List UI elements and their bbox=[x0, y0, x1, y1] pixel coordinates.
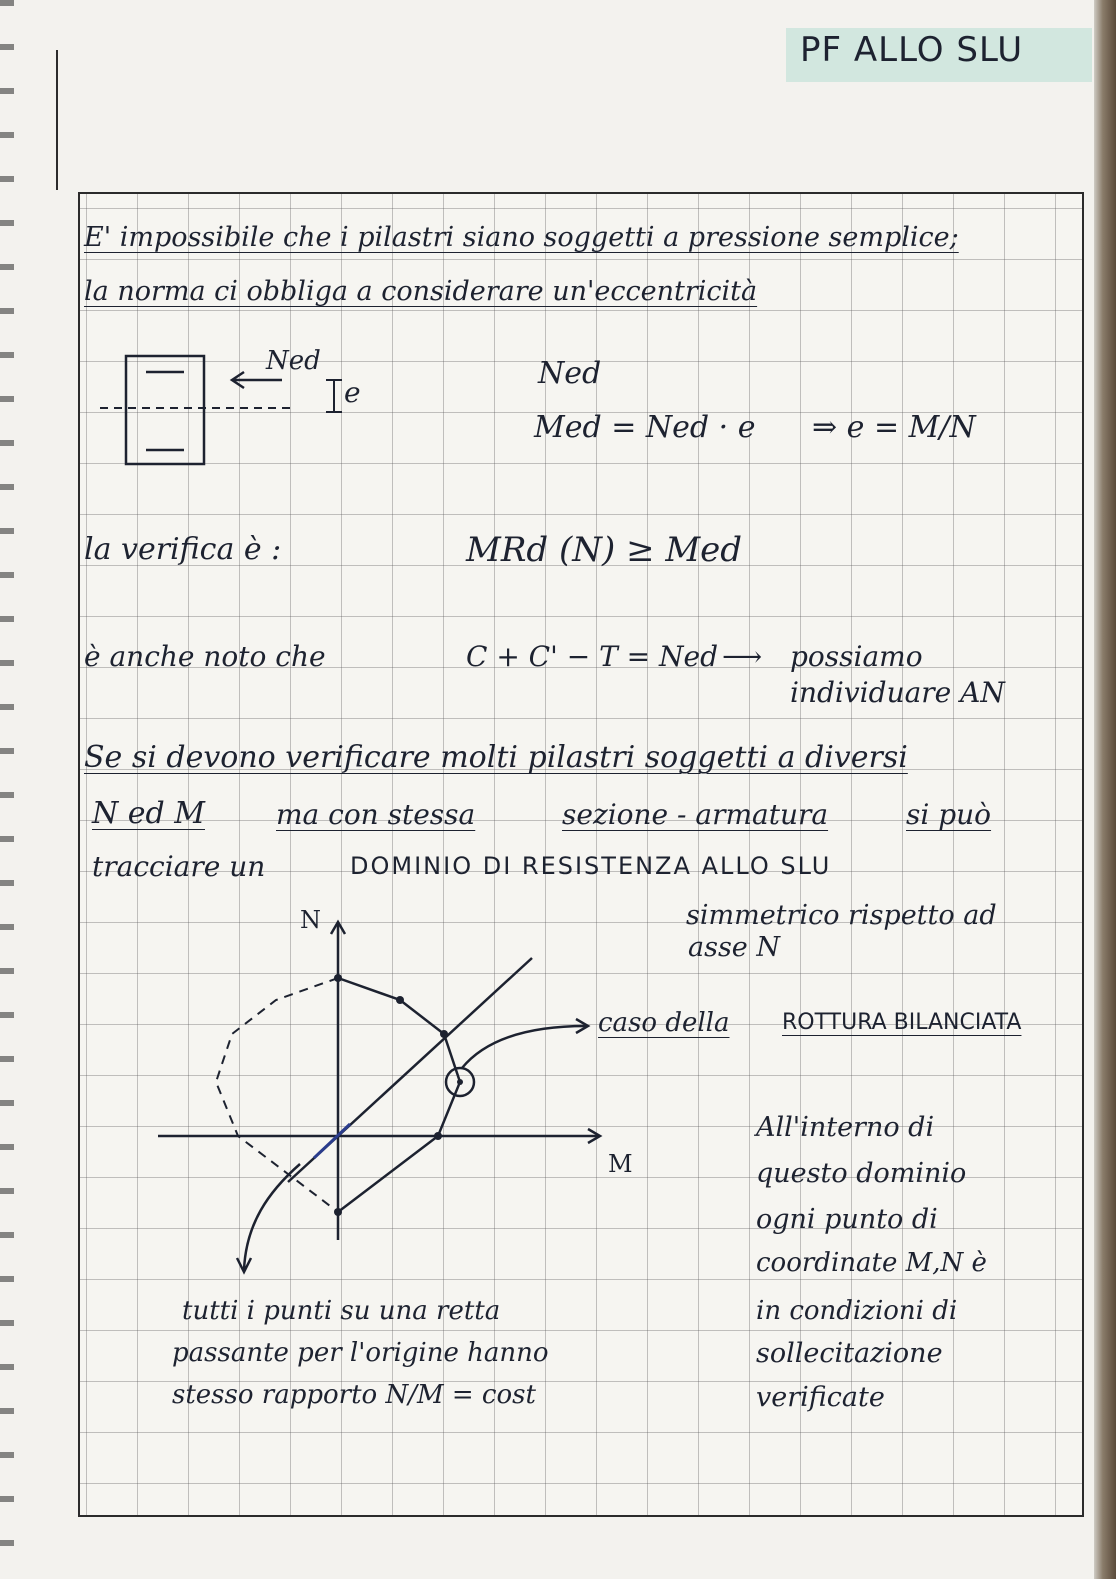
para-line-1: Se si devono verificare molti pilastri soggetti a diversi bbox=[84, 740, 908, 775]
para-line-2d: si può bbox=[906, 798, 992, 831]
page-title: PF ALLO SLU bbox=[800, 30, 1024, 70]
section-force-label: Ned bbox=[266, 346, 321, 376]
inside-note-7: verificate bbox=[756, 1382, 885, 1413]
ratio-note-1: tutti i punti su una retta bbox=[182, 1296, 501, 1326]
inside-note-5: in condizioni di bbox=[756, 1296, 958, 1326]
inside-note-1: All'interno di bbox=[756, 1112, 935, 1143]
eq-e: ⇒ e = M/N bbox=[812, 410, 976, 445]
para-line-3a: tracciare un bbox=[92, 850, 266, 883]
inside-note-6: sollecitazione bbox=[756, 1338, 943, 1369]
ratio-note-3: stesso rapporto N/M = cost bbox=[172, 1380, 536, 1410]
note-line-1: E' impossibile che i pilastri siano soggetti a pressione semplice; bbox=[84, 222, 959, 253]
noto-result-1: possiamo bbox=[790, 640, 923, 673]
noto-arrow: ⟶ bbox=[722, 640, 763, 673]
noto-result-2: individuare AN bbox=[790, 676, 1005, 709]
axis-n-label: N bbox=[300, 906, 321, 934]
inside-note-3: ogni punto di bbox=[756, 1204, 938, 1235]
verifica-label: la verifica è : bbox=[84, 532, 282, 567]
symmetry-note-1: simmetrico rispetto ad bbox=[686, 900, 997, 931]
symmetry-note-2: asse N bbox=[688, 932, 780, 963]
para-line-2a: N ed M bbox=[92, 796, 205, 831]
para-line-2b: ma con stessa bbox=[276, 798, 476, 831]
inside-note-2: questo dominio bbox=[756, 1158, 967, 1189]
balanced-label-a: caso della bbox=[598, 1008, 730, 1038]
eq-ned: Ned bbox=[538, 356, 602, 391]
section-ecc-label: e bbox=[344, 376, 361, 409]
eq-med: Med = Ned · e bbox=[534, 410, 756, 445]
para-line-2c: sezione - armatura bbox=[562, 798, 829, 831]
domain-boundary bbox=[338, 978, 460, 1212]
para-line-3b: DOMINIO DI RESISTENZA ALLO SLU bbox=[350, 852, 832, 880]
verifica-eq: MRd (N) ≥ Med bbox=[466, 530, 743, 570]
balanced-callout bbox=[462, 1026, 586, 1068]
balanced-label-b: ROTTURA BILANCIATA bbox=[782, 1010, 1022, 1035]
inside-note-4: coordinate M,N è bbox=[756, 1248, 987, 1278]
noto-label: è anche noto che bbox=[84, 640, 326, 673]
domain-mirror bbox=[216, 978, 338, 1212]
noto-eq: C + C' − T = Ned bbox=[466, 640, 718, 673]
note-line-2: la norma ci obbliga a considerare un'eccentricità bbox=[84, 276, 758, 307]
ratio-note-2: passante per l'origine hanno bbox=[172, 1338, 549, 1368]
axis-m-label: M bbox=[608, 1150, 633, 1178]
